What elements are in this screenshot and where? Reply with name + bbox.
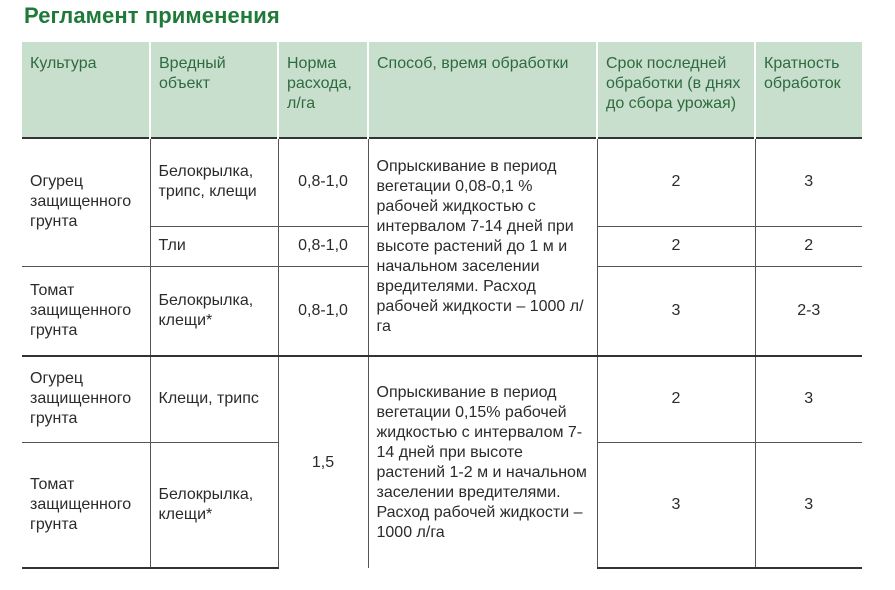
rate-cell: 0,8-1,0 — [278, 226, 368, 266]
days-cell: 2 — [597, 356, 755, 442]
page-title: Регламент применения — [24, 3, 280, 28]
header-count: Кратность обработок — [755, 42, 862, 138]
rate-cell: 0,8-1,0 — [278, 266, 368, 356]
culture-cell: Томат защищенного грунта — [22, 442, 150, 568]
culture-cell: Огурец защищенного грунта — [22, 138, 150, 266]
pest-cell: Клещи, трипс — [150, 356, 278, 442]
header-rate: Норма расхода, л/га — [278, 42, 368, 138]
count-cell: 3 — [755, 138, 862, 226]
table-header-row — [22, 42, 862, 138]
header-method: Способ, время обработки — [368, 42, 597, 138]
count-cell: 2 — [755, 226, 862, 266]
header-pest: Вредный объект — [150, 42, 278, 138]
header-days: Срок последней обработки (в днях до сбора урожая) — [597, 42, 755, 138]
pest-cell: Белокрылка, клещи* — [150, 442, 278, 568]
table-row — [22, 138, 862, 226]
days-cell: 2 — [597, 138, 755, 226]
days-cell: 3 — [597, 266, 755, 356]
rate-cell: 0,8-1,0 — [278, 138, 368, 226]
pest-cell: Тли — [150, 226, 278, 266]
days-cell: 2 — [597, 226, 755, 266]
pest-cell: Белокрылка, клещи* — [150, 266, 278, 356]
rate-cell-group-2: 1,5 — [278, 356, 368, 568]
count-cell: 2-3 — [755, 266, 862, 356]
method-cell-group-1: Опрыскивание в период вегетации 0,08-0,1 % рабочей жидкостью с интервалом 7-14 дней при высоте растений до 1 м и начальном заселении вредителями. Расход рабочей жидкости – 1000 л/га — [368, 138, 597, 356]
count-cell: 3 — [755, 442, 862, 568]
table-row — [22, 356, 862, 442]
count-cell: 3 — [755, 356, 862, 442]
culture-cell: Томат защищенного грунта — [22, 266, 150, 356]
pest-cell: Белокрылка, трипс, клещи — [150, 138, 278, 226]
days-cell: 3 — [597, 442, 755, 568]
application-regulations-table — [22, 42, 862, 569]
method-cell-group-2: Опрыскивание в период вегетации 0,15% рабочей жидкостью с интервалом 7-14 дней при высоте растений 1-2 м и начальном заселении вредителями. Расход рабочей жидкости – 1000 л/га — [368, 356, 597, 568]
header-culture: Культура — [22, 42, 150, 138]
culture-cell: Огурец защищенного грунта — [22, 356, 150, 442]
